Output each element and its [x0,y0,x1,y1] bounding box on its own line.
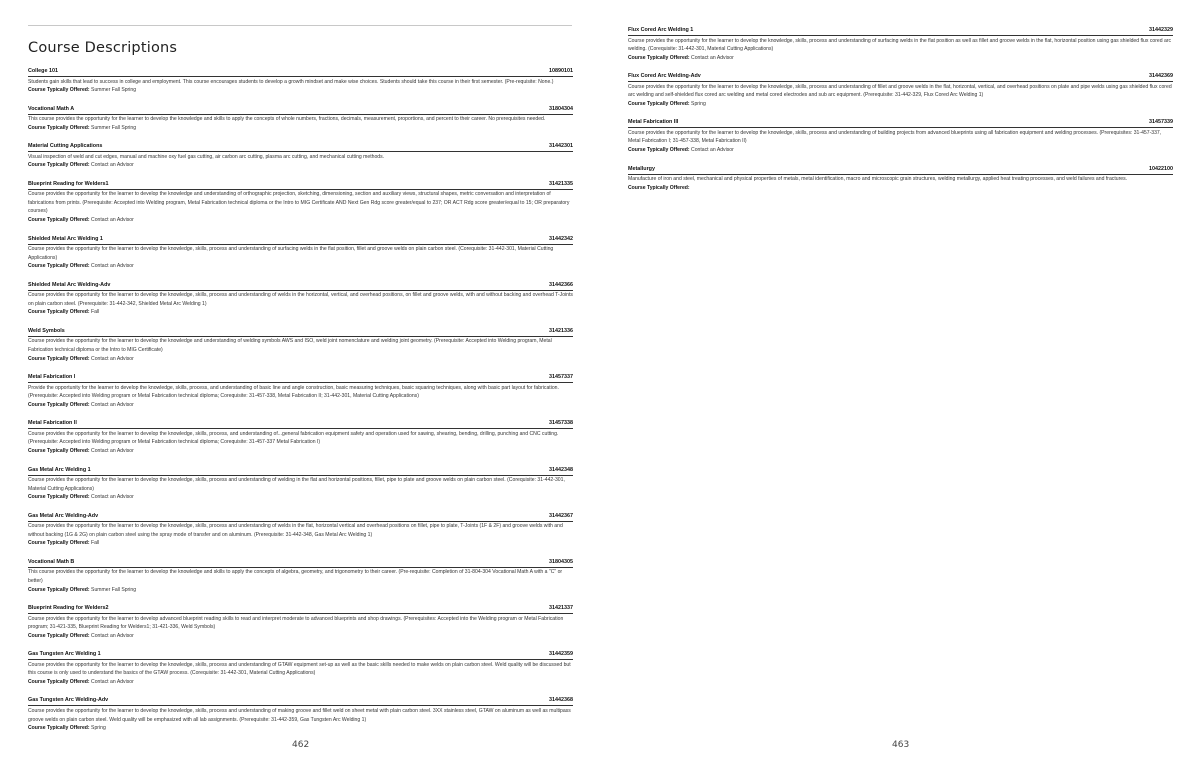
course-description: Course provides the opportunity for the learner to develop advanced blueprint reading skills to read and interpret moderate to advanced blueprints and shop drawings. (Prerequisites: Accepted into the Welding program or Metal Fabrication program; 31-421-335, Blueprint Reading for Welders1; 31-421-336, Weld Symbols) [28,615,564,631]
offered-label: Course Typically Offered: [628,184,690,191]
offered-label: Course Typically Offered: [28,678,90,685]
course-code: 31442366 [549,281,573,288]
course-offered [28,678,573,686]
offered-label: Course Typically Offered: [28,162,90,169]
course-description: Course provides the opportunity for the learner to develop the knowledge, skills, process and understanding of welds in the horizontal, vertical, and overhead positions, on fillet and groove welds, with and without backing and overhead T-Joints on plain carbon steel. (Prerequisite: 31-442-342, Shielded Metal Arc Welding 1) [28,292,573,307]
course-title: Blueprint Reading for Welders2 [28,605,109,612]
offered-terms: Contact an Advisor [91,401,134,408]
offered-terms: Contact an Advisor [91,355,134,362]
course-header [28,605,573,614]
course-description: Manufacture of iron and steel, mechanical and physical properties of metals, metal identification, macro and microscopic grain structures, welding metallurgy, applied heat treating processes, and weld failures and fractures. [628,176,1128,183]
course-title: Gas Metal Arc Welding-Adv [28,512,99,519]
course-header [28,236,573,245]
course-header [28,697,573,706]
course-offered [28,355,573,363]
course-entry [28,559,573,594]
course-title: Shielded Metal Arc Welding 1 [28,235,103,242]
course-title: Metallurgy [628,165,655,172]
course-code: 10890101 [549,68,573,74]
top-rule [28,25,572,26]
offered-terms: Summer Fall Spring [91,124,137,131]
course-description: This course provides the opportunity for the learner to develop the knowledge and skills to apply the concepts of algebra, geometry, and trigonometry to their career. (Pre-requisite: Completion of 31-804-304 Vocational Math A with a "C" or better) [28,569,563,584]
offered-terms: Contact an Advisor [91,678,134,685]
offered-terms: Spring [691,100,706,107]
course-title: Vocational Math A [28,105,75,112]
course-header [628,27,1173,36]
course-title: Gas Tungsten Arc Welding 1 [28,651,101,658]
course-code: 31457338 [549,420,573,427]
offered-label: Course Typically Offered: [628,147,690,154]
course-code: 31442367 [549,512,573,519]
course-header [28,467,573,476]
course-entry [28,328,573,363]
course-code: 31421336 [549,327,573,334]
course-title: Material Cutting Applications [28,143,103,150]
course-title: College 101 [28,68,58,74]
course-header [28,559,573,568]
course-description: Visual inspection of weld and cut edges, manual and machine oxy fuel gas cutting, air carbon arc cutting, plasma arc cutting, and mechanical cutting methods. [28,153,385,160]
course-header [28,181,573,190]
course-offered [28,124,573,132]
course-code: 31442369 [1149,73,1173,80]
course-code: 31442342 [549,235,573,242]
offered-terms: Contact an Advisor [91,217,134,224]
course-header [28,513,573,522]
offered-terms: Summer Fall Spring [91,87,137,94]
course-entry [628,73,1173,108]
course-entry [28,374,573,409]
course-offered [28,539,573,547]
offered-label: Course Typically Offered: [28,586,90,593]
course-title: Flux Cored Arc Welding 1 [628,27,694,33]
course-description: Course provides the opportunity for the learner to develop the knowledge, skills, process and understanding of surfacing welds in the flat position as well as fillet and groove welds in the flat, horizontal position using gas shielded flux cored arc welding. (Corequisite: 31-442-301, Material Cutting Applications) [628,37,1172,53]
course-header [28,106,573,115]
course-code: 10422100 [1149,165,1173,172]
course-header [28,651,573,660]
course-title: Flux Cored Arc Welding-Adv [628,73,701,80]
offered-terms: Contact an Advisor [91,632,134,639]
course-header [28,282,573,291]
course-header [628,73,1173,82]
course-title: Gas Tungsten Arc Welding-Adv [28,697,109,704]
course-offered [28,586,573,594]
course-header [28,68,573,77]
course-title: Gas Metal Arc Welding 1 [28,466,91,473]
offered-label: Course Typically Offered: [28,401,90,408]
page-number-right: 463 [892,740,910,750]
course-code: 31442368 [549,697,573,704]
course-description: This course provides the opportunity for the learner to develop the knowledge and skills to apply the concepts of whole numbers, fractions, decimals, measurement, proportions, and percent to their career. No prerequisites needed. [28,116,546,123]
course-entry [628,119,1173,154]
course-description: Course provides the opportunity for the learner to develop the knowledge, skills, process, and understanding of...general fabrication equipment safety and operation used for sawing, shearing, bending, drilling, punching and CNC cutting. (Prerequisite: Accepted into Welding program or Metal Fabrication technical diploma; Corequisite: 31-457-337 Metal Fabrication I) [28,430,559,446]
course-entry [28,467,573,502]
offered-label: Course Typically Offered: [28,448,90,454]
course-offered [28,493,573,501]
course-offered [28,86,573,94]
course-code: 31804304 [549,105,573,112]
course-description: Course provides the opportunity for the learner to develop the knowledge and understanding of orthographic projection, sketching, dimensioning, section and auxiliary views, structural shapes, metric conversation and interpretation of fabrications from prints. (Prerequisite: Accepted into Welding program, Metal Fabrication technical diploma or the Intro to MIG Certificate AND Next Gen Rdg score greater/equal to 237; OR ACT Rdg score greater/equal to 15; OR preparatory courses) [28,191,570,215]
course-code: 31457337 [549,374,573,381]
course-description: Course provides the opportunity for the learner to develop the knowledge, skills, process and understanding of welds in the flat, horizontal vertical and overhead positions on fillet, pipe to plate, T-Joints (1F & 2F) and groove welds with and without backing (1G & 2G) on plain carbon steel using the spray mode of transfer and on aluminum. (Prerequisite: 31-442-348, Gas Metal Arc Welding 1) [28,523,563,538]
offered-label: Course Typically Offered: [628,54,690,61]
offered-label: Course Typically Offered: [28,494,90,501]
course-code: 31442329 [1149,27,1173,33]
offered-terms: Spring [91,725,106,732]
course-title: Metal Fabrication I [28,374,76,381]
course-header [28,328,573,337]
course-offered [28,308,573,316]
offered-label: Course Typically Offered: [628,100,690,107]
course-entry [28,68,573,94]
course-offered [28,632,573,640]
course-entry [28,513,573,548]
course-description: Course provides the opportunity for the learner to develop the knowledge, skills, process and understanding of making groove and fillet weld on sheet metal with plain carbon steel. 3XX stainless steel, GTAW on aluminum as well as multipass groove welds on plain carbon steel. Weld quality will be emphasized with all lab assignments. (Prerequisite: 31-442-359, Gas Tungsten Arc Welding 1) [28,707,571,723]
course-header [28,143,573,152]
course-entry [28,605,573,640]
offered-label: Course Typically Offered: [28,540,90,547]
course-offered [28,216,573,224]
course-description: Students gain skills that lead to success in college and employment. This course encourages students to develop a growth mindset and make wise choices. Students should take this course in their first semester. (Pre-requisite: None.) [28,78,554,85]
course-code: 31457339 [1149,119,1173,126]
course-entry [28,651,573,686]
offered-terms: Contact an Advisor [91,263,134,270]
course-code: 31442348 [549,466,573,473]
course-title: Shielded Metal Arc Welding-Adv [28,281,111,288]
right-page [600,0,1200,776]
course-entry [28,106,573,132]
course-title: Vocational Math B [28,558,75,565]
offered-label: Course Typically Offered: [28,124,90,131]
course-header [28,420,573,429]
page-heading: Course Descriptions [28,40,178,56]
course-entry [628,27,1173,62]
course-offered [628,54,1173,62]
course-description: Course provides the opportunity for the learner to develop the knowledge and understanding of welding symbols AWS and ISO, weld joint nomenclature and welding joint geometry. (Prerequisite: Accepted into Welding program, Metal Fabrication technical diploma or the Intro to MIG Certificate) [28,338,552,354]
course-header [628,166,1173,175]
course-entry [28,282,573,317]
course-header [28,374,573,383]
course-description: Course provides the opportunity for the learner to develop the knowledge, skills, process and understanding of GTAW equipment set-up as well as the basic skills needed to make welds on plain carbon steel. Weld quality will be discussed but this course is only used to understand the basics of the GTAW process. (Corequisite: 31-442-301, Material Cutting Applications) [28,661,571,677]
course-offered [28,401,573,409]
offered-label: Course Typically Offered: [28,309,90,316]
offered-label: Course Typically Offered: [28,355,90,362]
course-title: Weld Symbols [28,327,65,334]
course-code: 31421335 [549,180,573,187]
offered-terms: Contact an Advisor [691,54,734,61]
course-offered [28,262,573,270]
course-list-right [628,27,1173,203]
offered-label: Course Typically Offered: [28,87,90,94]
course-header [628,119,1173,128]
course-entry [28,143,573,169]
course-description: Course provides the opportunity for the learner to develop the knowledge, skills, process and understanding of surfacing welds in the flat position, fillet and groove welds on plain carbon steel. (Corequisite: 31-442-301, Material Cutting Applications) [28,246,554,261]
course-description: Course provides the opportunity for the learner to develop the knowledge, skills, process and understanding of building projects from advanced blueprints using all fabrication equipment and welding processes. (Prerequisites: 31-457-337, Metal Fabrication I; 31-457-338, Metal Fabrication II) [628,129,1162,145]
page-number-left: 462 [292,740,310,750]
course-list-left [28,68,573,744]
course-description: Provide the opportunity for the learner to develop the knowledge, skills, process, and understanding of basic line and angle construction, basic measuring techniques, basic squaring techniques, along with basic part layout for fabrication. (Prerequisite: Accepted into Welding program or Metal Fabrication technical diploma; Corequisite: 31-457-338, Metal Fabrication II; 31-442-301, Material Cutting Applications) [28,384,559,400]
offered-terms: Contact an Advisor [91,448,134,454]
offered-label: Course Typically Offered: [28,632,90,639]
offered-terms: Fall [91,540,100,547]
offered-label: Course Typically Offered: [28,725,90,732]
course-code: 31442359 [549,651,573,658]
course-entry [28,420,573,455]
course-title: Blueprint Reading for Welders1 [28,180,109,187]
course-code: 31804305 [549,558,573,565]
course-entry [28,181,573,224]
offered-terms: Summer Fall Spring [91,586,137,593]
course-entry [628,166,1173,192]
course-offered [628,100,1173,108]
course-code: 31421337 [549,605,573,612]
offered-label: Course Typically Offered: [28,263,90,270]
offered-terms: Fall [91,309,100,316]
course-entry [28,236,573,271]
course-title: Metal Fabrication III [628,119,679,126]
course-offered [28,161,573,169]
offered-terms: Contact an Advisor [691,147,734,154]
offered-terms: Contact an Advisor [91,494,134,501]
course-entry [28,697,573,732]
course-code: 31442301 [549,143,573,150]
course-title: Metal Fabrication II [28,420,77,427]
offered-terms: Contact an Advisor [91,162,134,169]
course-offered [628,146,1173,154]
course-offered [628,184,1173,192]
course-offered [28,447,573,455]
course-description: Course provides the opportunity for the learner to develop the knowledge, skills, process and understanding of welding in the flat and horizontal positions, fillet, pipe to plate and groove welds on plain carbon steel. (Corequisite: 31-442-301, Material Cutting Applications) [28,477,565,492]
course-description: Course provides the opportunity for the learner to develop the knowledge, skills, process and understanding of fillet and groove welds in the flat, horizontal, vertical, and overhead positions on plate and pipe welds using gas shielded flux cored arc welding and self-shielded flux cored arc welding and metal cored electrodes and sub arc equipment. (Prerequisite: 31-442-329, Flux Cored Arc Welding 1) [628,83,1172,99]
course-offered [28,724,573,732]
offered-label: Course Typically Offered: [28,217,90,224]
